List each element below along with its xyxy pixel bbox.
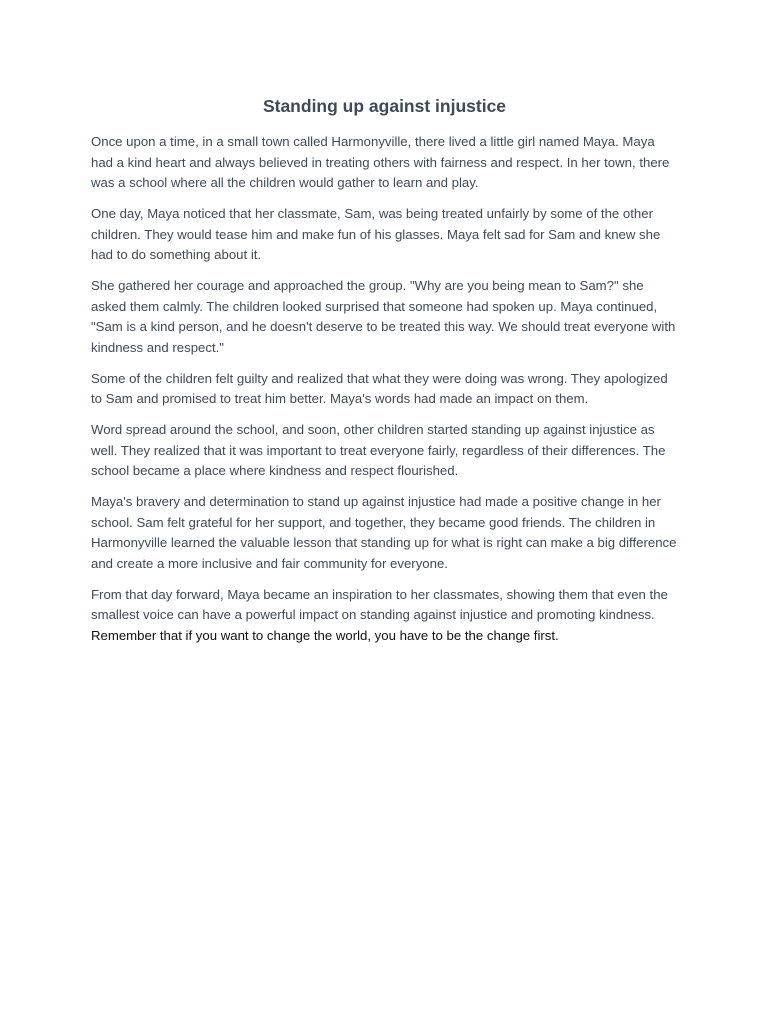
paragraph-7 <box>91 585 678 647</box>
paragraph-2: One day, Maya noticed that her classmate, Sam, was being treated unfairly by some of the other children. They would tease him and make fun of his glasses. Maya felt sad for Sam and knew she had to do something about it. <box>91 206 661 262</box>
paragraph-6: Maya's bravery and determination to stand up against injustice had made a positive change in her school. Sam felt grateful for her support, and together, they became good friends. The children in Harmonyville learned the valuable lesson that standing up for what is right can make a big difference and create a more inclusive and fair community for everyone. <box>91 494 677 571</box>
paragraph-7-text: From that day forward, Maya became an inspiration to her classmates, showing them that even the smallest voice can have a powerful impact on standing against injustice and promoting kindness. <box>91 586 668 622</box>
closing-quote-emphasis: Remember that if you want to change the world, you have to be the change first. <box>91 627 559 643</box>
paragraph-4: Some of the children felt guilty and realized that what they were doing was wrong. They apologized to Sam and promised to treat him better. Maya's words had made an impact on them. <box>91 370 668 406</box>
document-title: Standing up against injustice <box>262 96 507 116</box>
paragraph-1: Once upon a time, in a small town called Harmonyville, there lived a little girl named Maya. Maya had a kind heart and always believed in treating others with fairness and respect. In her town, there was a school where all the children would gather to learn and play. <box>91 134 670 190</box>
paragraph-3: She gathered her courage and approached the group. "Why are you being mean to Sam?" she asked them calmly. The children looked surprised that someone had spoken up. Maya continued, "Sam is a kind person, and he doesn't deserve to be treated this way. We should treat everyone with kindness and respect." <box>91 278 676 355</box>
paragraph-5: Word spread around the school, and soon, other children started standing up against injustice as well. They realized that it was important to treat everyone fairly, regardless of their differences. The school became a place where kindness and respect flourished. <box>91 422 666 478</box>
